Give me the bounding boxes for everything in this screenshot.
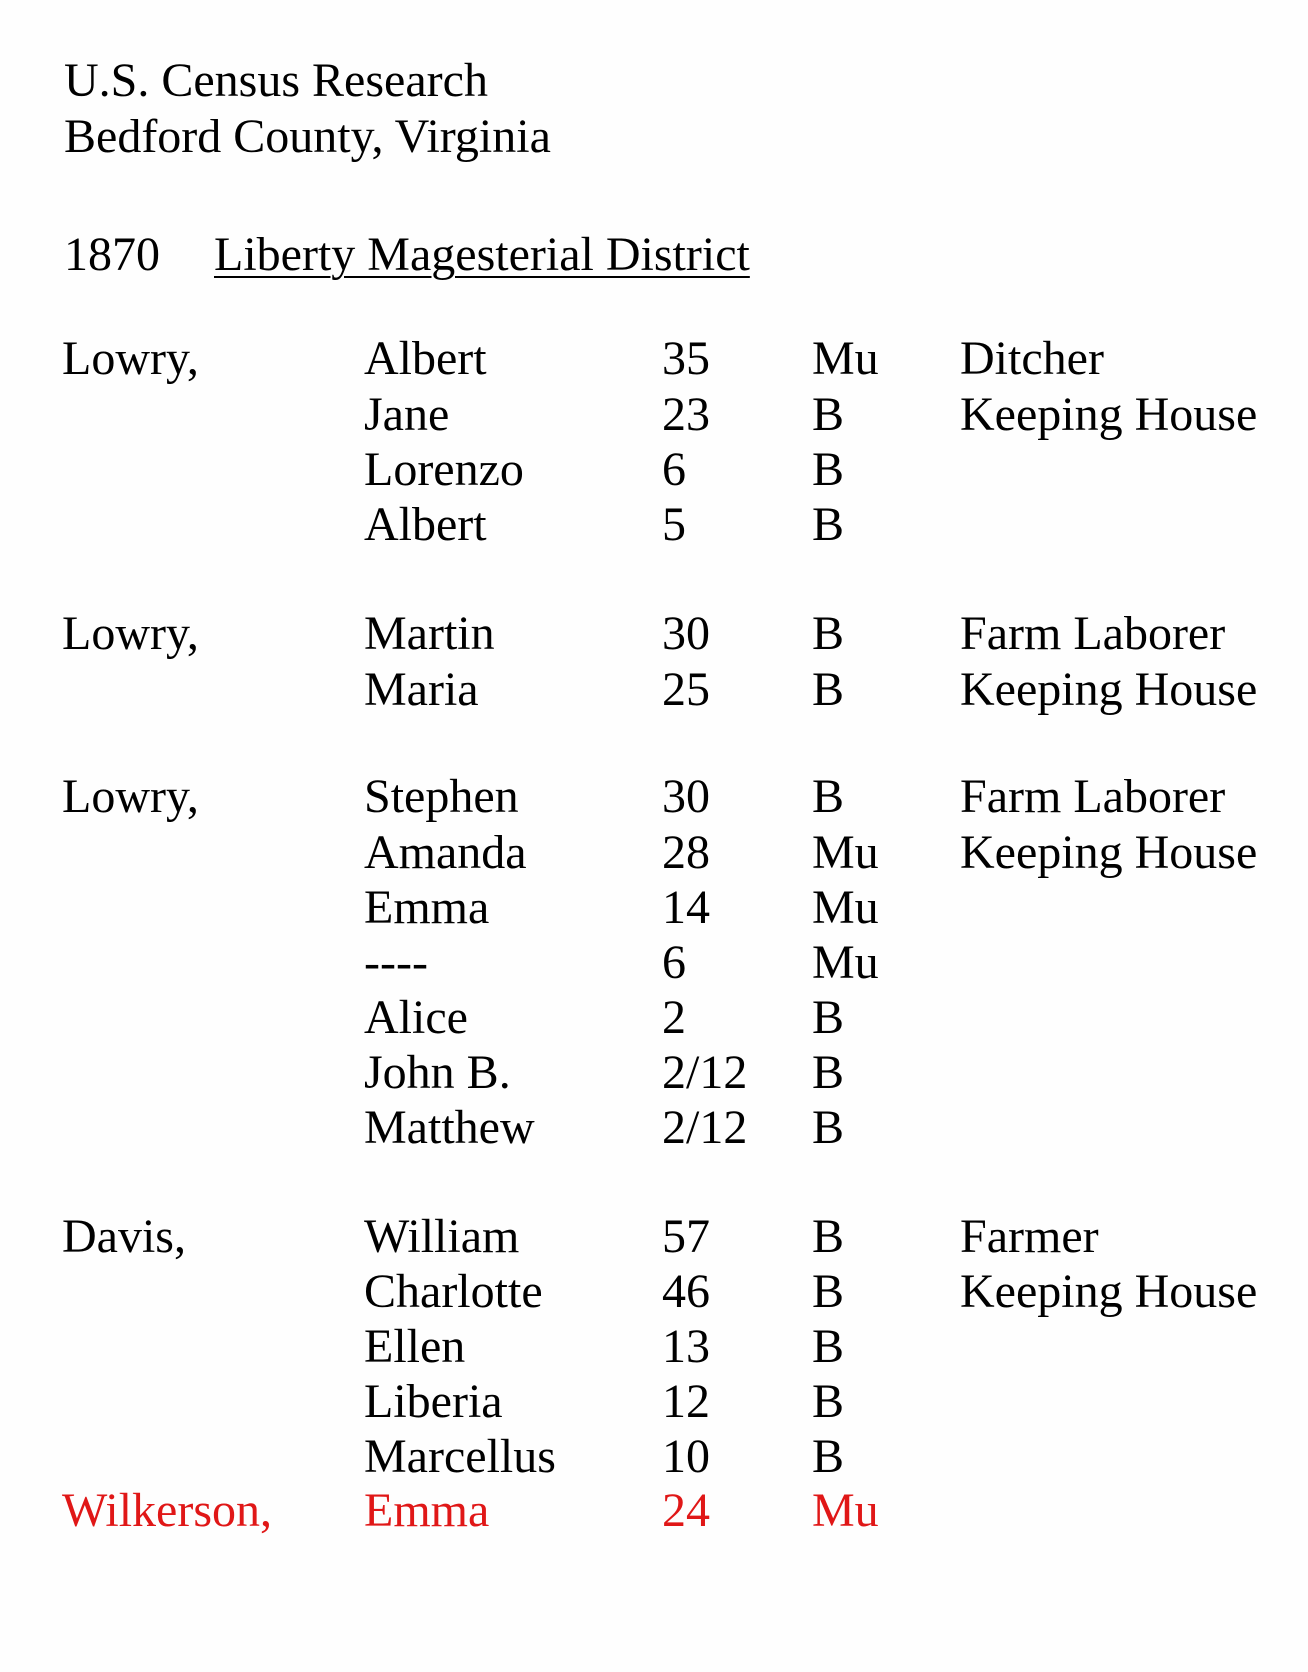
table-row	[0, 1099, 1308, 1157]
age-cell: 6	[662, 443, 686, 496]
table-row	[0, 661, 1308, 719]
table-row	[0, 605, 1308, 663]
document-subtitle: Bedford County, Virginia	[64, 110, 551, 163]
age-cell: 23	[662, 388, 710, 441]
given-name-cell: Martin	[364, 607, 495, 660]
age-cell: 10	[662, 1430, 710, 1483]
race-cell: B	[812, 1320, 845, 1373]
race-cell: Mu	[812, 936, 879, 989]
race-cell: B	[812, 1046, 845, 1099]
age-cell: 25	[662, 663, 710, 716]
table-row	[0, 1318, 1308, 1376]
table-row	[0, 989, 1308, 1047]
given-name-cell: Albert	[364, 498, 487, 551]
age-cell: 14	[662, 881, 710, 934]
race-cell: B	[812, 607, 845, 660]
race-cell: B	[812, 498, 845, 551]
table-row	[0, 1428, 1308, 1486]
race-cell: B	[812, 1210, 845, 1263]
race-cell: B	[812, 1430, 845, 1483]
surname-cell: Davis,	[62, 1210, 186, 1263]
occupation-cell: Farm Laborer	[960, 607, 1226, 660]
surname-cell: Lowry,	[62, 332, 199, 385]
given-name-cell: Ellen	[364, 1320, 466, 1373]
table-row	[0, 1263, 1308, 1321]
surname-cell: Wilkerson,	[62, 1484, 273, 1537]
race-cell: Mu	[812, 826, 879, 879]
race-cell: B	[812, 1101, 845, 1154]
district-year: 1870	[64, 228, 160, 281]
age-cell: 57	[662, 1210, 710, 1263]
given-name-cell: ----	[364, 936, 428, 989]
given-name-cell: Lorenzo	[364, 443, 524, 496]
given-name-cell: John B.	[364, 1046, 511, 1099]
table-row	[0, 1373, 1308, 1431]
table-row	[0, 441, 1308, 499]
race-cell: Mu	[812, 881, 879, 934]
table-row	[0, 879, 1308, 937]
table-row	[0, 768, 1308, 826]
given-name-cell: Charlotte	[364, 1265, 543, 1318]
occupation-cell: Keeping House	[960, 1265, 1258, 1318]
given-name-cell: William	[364, 1210, 520, 1263]
table-row	[0, 934, 1308, 992]
age-cell: 2/12	[662, 1101, 748, 1154]
given-name-cell: Jane	[364, 388, 450, 441]
surname-cell: Lowry,	[62, 607, 199, 660]
table-row	[0, 1482, 1308, 1540]
surname-cell: Lowry,	[62, 770, 199, 823]
table-row	[0, 496, 1308, 554]
age-cell: 6	[662, 936, 686, 989]
age-cell: 2	[662, 991, 686, 1044]
table-row	[0, 1044, 1308, 1102]
race-cell: Mu	[812, 1484, 879, 1537]
table-row	[0, 330, 1308, 388]
given-name-cell: Emma	[364, 881, 490, 934]
given-name-cell: Emma	[364, 1484, 490, 1537]
occupation-cell: Keeping House	[960, 663, 1258, 716]
given-name-cell: Amanda	[364, 826, 527, 879]
race-cell: Mu	[812, 332, 879, 385]
race-cell: B	[812, 388, 845, 441]
race-cell: B	[812, 443, 845, 496]
age-cell: 35	[662, 332, 710, 385]
given-name-cell: Stephen	[364, 770, 519, 823]
occupation-cell: Keeping House	[960, 826, 1258, 879]
age-cell: 24	[662, 1484, 710, 1537]
race-cell: B	[812, 1265, 845, 1318]
occupation-cell: Farmer	[960, 1210, 1099, 1263]
age-cell: 13	[662, 1320, 710, 1373]
given-name-cell: Liberia	[364, 1375, 503, 1428]
age-cell: 5	[662, 498, 686, 551]
occupation-cell: Keeping House	[960, 388, 1258, 441]
document-title: U.S. Census Research	[64, 54, 488, 107]
table-row	[0, 1208, 1308, 1266]
given-name-cell: Maria	[364, 663, 479, 716]
given-name-cell: Marcellus	[364, 1430, 556, 1483]
occupation-cell: Ditcher	[960, 332, 1104, 385]
race-cell: B	[812, 1375, 845, 1428]
table-row	[0, 824, 1308, 882]
age-cell: 28	[662, 826, 710, 879]
race-cell: B	[812, 991, 845, 1044]
race-cell: B	[812, 770, 845, 823]
table-row	[0, 386, 1308, 444]
occupation-cell: Farm Laborer	[960, 770, 1226, 823]
race-cell: B	[812, 663, 845, 716]
age-cell: 12	[662, 1375, 710, 1428]
district-name: Liberty Magesterial District	[214, 228, 750, 281]
given-name-cell: Matthew	[364, 1101, 535, 1154]
age-cell: 30	[662, 770, 710, 823]
given-name-cell: Alice	[364, 991, 468, 1044]
given-name-cell: Albert	[364, 332, 487, 385]
age-cell: 2/12	[662, 1046, 748, 1099]
age-cell: 30	[662, 607, 710, 660]
age-cell: 46	[662, 1265, 710, 1318]
